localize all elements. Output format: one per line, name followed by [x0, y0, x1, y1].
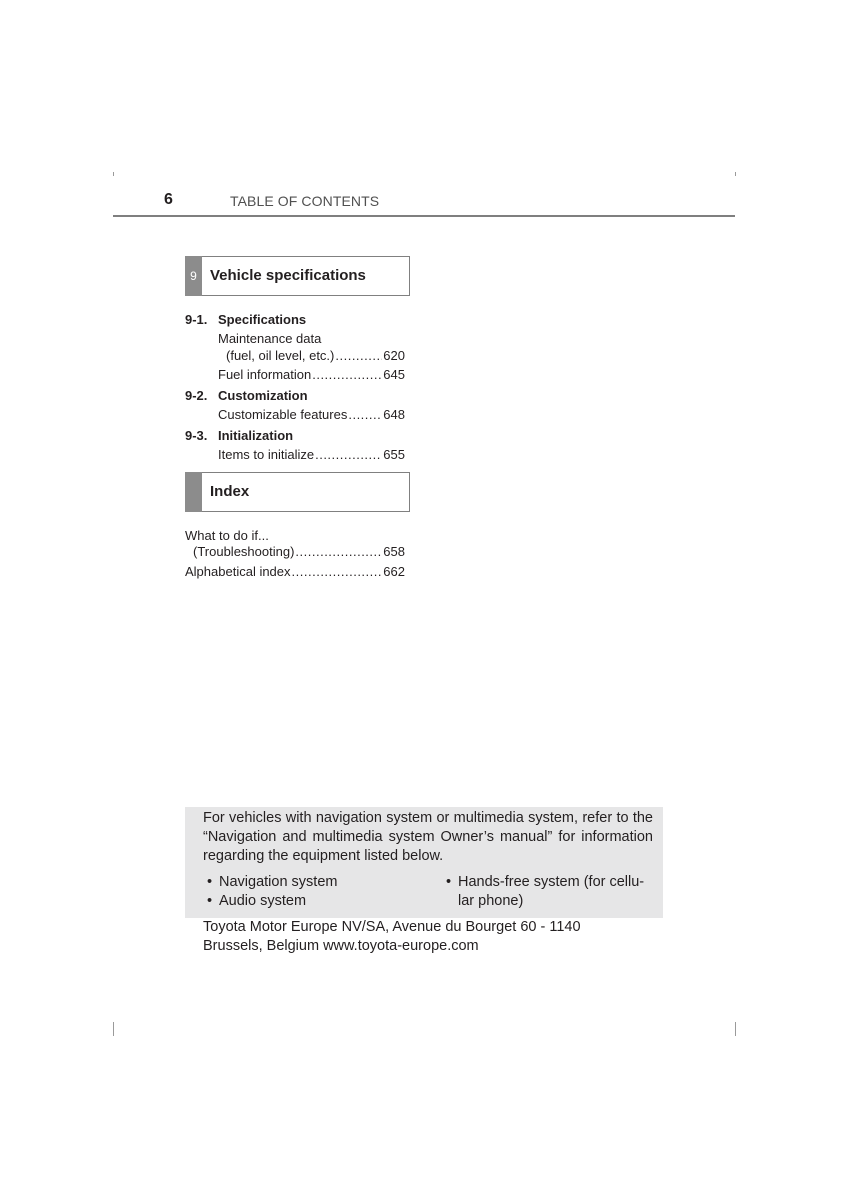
- toc-chapter[interactable]: [185, 427, 294, 445]
- toc-chapter[interactable]: [185, 311, 307, 329]
- toc-entry[interactable]: [185, 563, 405, 581]
- toc-chapter[interactable]: [185, 387, 308, 405]
- entry-text: Fuel information: [218, 367, 312, 382]
- toc-entry[interactable]: [226, 347, 405, 365]
- page-ref: 655: [383, 447, 405, 462]
- toc-index: [185, 527, 405, 587]
- section-title: Index: [210, 483, 250, 500]
- bullet-item: [207, 892, 306, 911]
- header-rule: [113, 215, 735, 217]
- bullet-dot: •: [207, 874, 213, 890]
- entry-text: (fuel, oil level, etc.): [226, 348, 335, 363]
- toc-entry[interactable]: [218, 330, 405, 348]
- leader-dots: [315, 446, 382, 464]
- bullet-item-continuation: lar phone): [458, 893, 524, 909]
- toc-entry[interactable]: [218, 446, 405, 464]
- entry-text: (Troubleshooting): [193, 544, 295, 559]
- page-ref: 645: [383, 367, 405, 382]
- leader-dots: [348, 406, 382, 424]
- section-tab: 9: [185, 256, 202, 296]
- bullet-text: Audio system: [219, 893, 307, 909]
- toc-entry[interactable]: [218, 366, 405, 384]
- page-ref: 648: [383, 407, 405, 422]
- toc-entry[interactable]: [218, 406, 405, 424]
- index-heading[interactable]: [185, 472, 410, 512]
- crop-mark: [735, 1022, 736, 1036]
- leader-dots: [292, 563, 383, 581]
- crop-mark: [113, 1022, 114, 1036]
- publisher-address: [203, 918, 623, 956]
- leader-dots: [335, 347, 382, 365]
- bullet-item: [207, 873, 337, 892]
- bullet-text: Navigation system: [219, 874, 338, 890]
- page-ref: 620: [383, 348, 405, 363]
- bullet-text: Hands-free system (for cellu-: [458, 874, 645, 890]
- leader-dots: [312, 366, 382, 384]
- entry-text: Customizable features: [218, 407, 348, 422]
- bullet-item: [446, 873, 644, 892]
- bullet-dot: •: [207, 893, 213, 909]
- toc-section-9: [185, 311, 405, 471]
- toc-entry[interactable]: [193, 543, 405, 561]
- entry-text: What to do if...: [185, 528, 269, 543]
- chapter-number: 9-1.: [185, 312, 208, 327]
- page-ref: 662: [383, 564, 405, 579]
- entry-text: Alphabetical index: [185, 564, 291, 579]
- chapter-number: 9-2.: [185, 388, 208, 403]
- section-title: Vehicle specifications: [210, 267, 366, 284]
- note-paragraph: For vehicles with navigation system or multimedia system, refer to the “Navigation and multimedia system Owner’s manual” for information regarding the equipment listed below.: [203, 810, 653, 864]
- page-header-title: TABLE OF CONTENTS: [230, 193, 380, 209]
- page-number: 6: [164, 191, 173, 208]
- crop-mark: [113, 172, 114, 176]
- address-line: Toyota Motor Europe NV/SA, Avenue du Bourget 60 - 1140: [203, 919, 581, 935]
- entry-text: Items to initialize: [218, 447, 315, 462]
- crop-mark: [735, 172, 736, 176]
- leader-dots: [295, 543, 382, 561]
- entry-text: Maintenance data: [218, 331, 322, 346]
- chapter-title: Specifications: [218, 312, 307, 327]
- page-ref: 658: [383, 544, 405, 559]
- chapter-title: Initialization: [218, 428, 294, 443]
- address-line: Brussels, Belgium www.toyota-europe.com: [203, 938, 479, 954]
- chapter-number: 9-3.: [185, 428, 208, 443]
- chapter-title: Customization: [218, 388, 308, 403]
- section-9-heading[interactable]: [185, 256, 410, 296]
- bullet-dot: •: [446, 874, 452, 890]
- info-note-box: [185, 807, 663, 918]
- section-tab: [185, 472, 202, 512]
